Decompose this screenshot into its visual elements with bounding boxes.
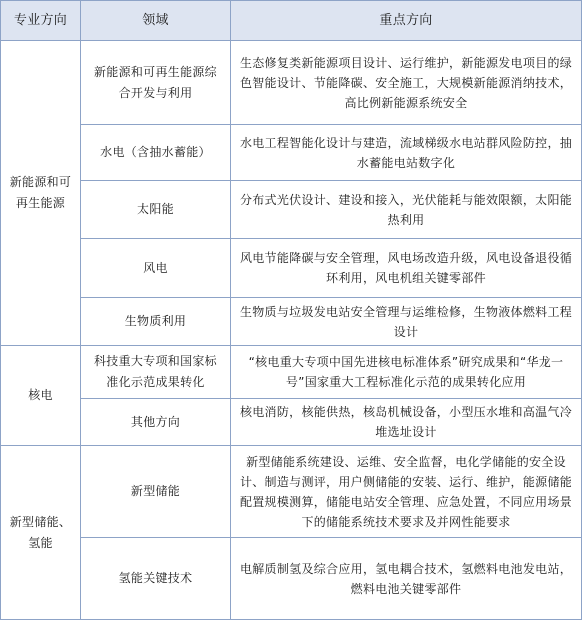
table-header-row [1,1,582,41]
table-row [1,298,582,346]
field-cell: 新能源和可再生能源综合开发与利用 [81,41,231,125]
header-direction: 专业方向 [1,1,81,41]
table-row [1,346,582,399]
field-cell: 太阳能 [81,181,231,239]
direction-cell: 核电 [1,346,81,446]
table-row [1,41,582,125]
field-cell: 水电（含抽水蓄能） [81,125,231,181]
table-row [1,538,582,620]
focus-cell: 风电节能降碳与安全管理，风电场改造升级，风电设备退役循环利用，风电机组关键零部件 [231,239,582,298]
field-cell: 科技重大专项和国家标准化示范成果转化 [81,346,231,399]
focus-cell: 水电工程智能化设计与建造，流域梯级水电站群风险防控，抽水蓄能电站数字化 [231,125,582,181]
table-row [1,181,582,239]
table-row [1,446,582,538]
field-cell: 风电 [81,239,231,298]
header-focus: 重点方向 [231,1,582,41]
table-row [1,125,582,181]
focus-cell: 电解质制氢及综合应用，氢电耦合技术，氢燃料电池发电站，燃料电池关键零部件 [231,538,582,620]
direction-cell: 新型储能、氢能 [1,446,81,620]
field-cell: 新型储能 [81,446,231,538]
field-cell: 其他方向 [81,399,231,446]
focus-cell: “核电重大专项中国先进核电标准体系”研究成果和“华龙一号”国家重大工程标准化示范的成果转化应用 [231,346,582,399]
table-row [1,399,582,446]
direction-cell: 新能源和可再生能源 [1,41,81,346]
field-cell: 生物质利用 [81,298,231,346]
focus-cell: 新型储能系统建设、运维、安全监督，电化学储能的安全设计、制造与测评，用户侧储能的安装、运行、维护，能源储能配置规模测算，储能电站安全管理、应急处置，不同应用场景下的储能系统技术要求及并网性能要求 [231,446,582,538]
focus-cell: 核电消防，核能供热，核岛机械设备，小型压水堆和高温气冷堆选址设计 [231,399,582,446]
header-field: 领域 [81,1,231,41]
focus-cell: 生态修复类新能源项目设计、运行维护，新能源发电项目的绿色智能设计、节能降碳、安全施工，大规模新能源消纳技术，高比例新能源系统安全 [231,41,582,125]
table-row [1,239,582,298]
field-cell: 氢能关键技术 [81,538,231,620]
focus-cell: 生物质与垃圾发电站安全管理与运维检修，生物液体燃料工程设计 [231,298,582,346]
focus-cell: 分布式光伏设计、建设和接入，光伏能耗与能效限额，太阳能热利用 [231,181,582,239]
